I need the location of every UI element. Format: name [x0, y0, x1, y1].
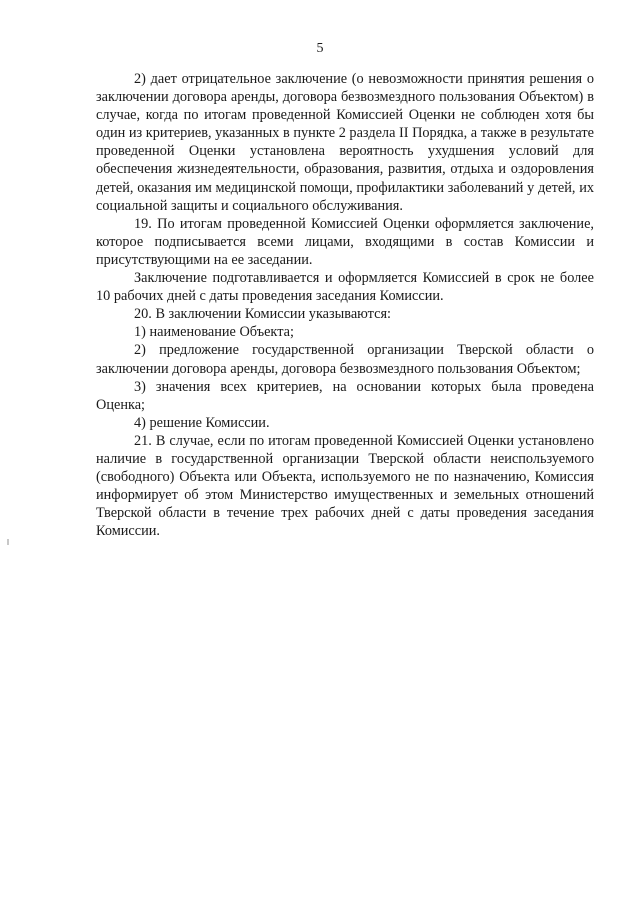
page-number: 5 [316, 41, 324, 56]
scan-margin-mark [7, 539, 9, 545]
list-item-object-name: 1) наименование Объекта; [134, 324, 294, 341]
list-item-organization-proposal: 2) предложение государственной организации Тверской области о заключении договора аренды, договора безвозмездного пользования Объектом; [96, 342, 594, 377]
paragraph-21-unused-object: 21. В случае, если по итогам проведенной Комиссией Оценки установлено наличие в государственной организации Тверской области неиспользуемого (свободного) Объекта или Объекта, используемого не по назначению, Комиссия информирует об этом Министерство имущественных и земельных отношений Тверской области в течение трех рабочих дней с даты проведения заседания Комиссии. [96, 432, 594, 540]
paragraph-20-conclusion-contents: 20. В заключении Комиссии указываются: [134, 306, 391, 323]
paragraph-conclusion-deadline: Заключение подготавливается и оформляется Комиссией в срок не более 10 рабочих дней с даты проведения заседания Комиссии. [96, 270, 594, 305]
document-body [96, 70, 594, 540]
list-item-commission-decision: 4) решение Комиссии. [134, 414, 270, 431]
list-item-criteria-values: 3) значения всех критериев, на основании которых была проведена Оценка; [96, 378, 594, 413]
paragraph-19-conclusion-signing: 19. По итогам проведенной Комиссией Оценки оформляется заключение, которое подписывается всеми лицами, входящими в состав Комиссии и присутствующими на ее заседании. [96, 215, 594, 268]
paragraph-item-2-negative-conclusion: 2) дает отрицательное заключение (о невозможности принятия решения о заключении договора аренды, договора безвозмездного пользования Объектом) в случае, когда по итогам проведенной Комиссией Оценки не соблюден хотя бы один из критериев, указанных в пункте 2 раздела II Порядка, а также в результате проведенной Оценки установлена вероятность ухудшения условий для обеспечения жизнедеятельности, образования, развития, отдыха и оздоровления детей, оказания им медицинской помощи, профилактики заболеваний у детей, их социальной защиты и социального обслуживания. [96, 71, 594, 214]
